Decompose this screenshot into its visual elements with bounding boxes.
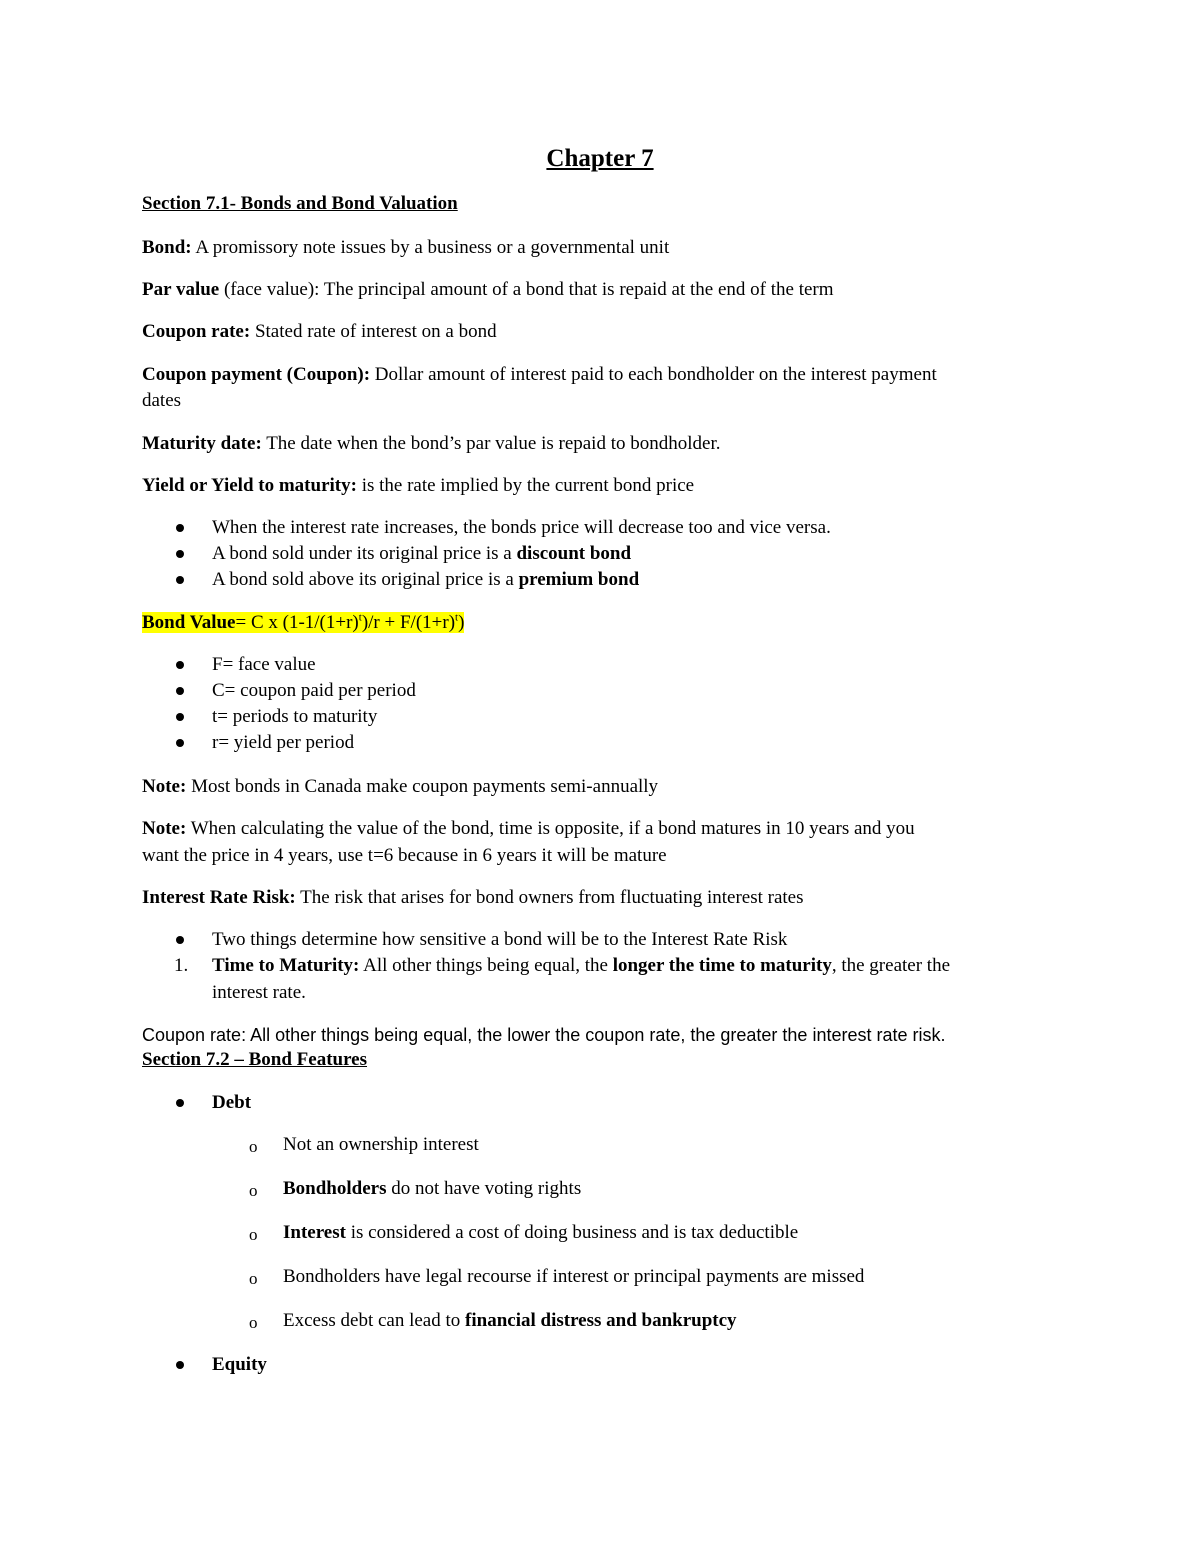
debt-item-2: [283, 1176, 581, 1202]
bullet-marker: [176, 1099, 184, 1107]
formula-var-f: F= face value: [212, 654, 316, 675]
debt-item-4: Bondholders have legal recourse if interest or principal payments are missed: [283, 1266, 865, 1287]
financial-distress-term: financial distress and bankruptcy: [465, 1310, 737, 1331]
debt-item-3: [283, 1220, 798, 1246]
time-to-maturity-line2: interest rate.: [212, 982, 306, 1003]
note-2: [142, 816, 915, 842]
term-coupon-rate: Coupon rate:: [142, 321, 251, 342]
bondholders-term: Bondholders: [283, 1178, 387, 1199]
formula-exponent-1: t: [358, 611, 362, 624]
formula-label: Bond Value: [142, 612, 236, 633]
definition-maturity-date: [142, 431, 720, 457]
definition-yield-text: is the rate implied by the current bond price: [356, 475, 695, 496]
formula-var-r: r= yield per period: [212, 732, 355, 753]
bullet-marker: [176, 576, 184, 584]
discount-bond-term: discount bond: [516, 543, 632, 564]
note-2-text: When calculating the value of the bond, time is opposite, if a bond matures in 10 years and you: [186, 818, 915, 839]
note-2-term: Note:: [142, 818, 187, 839]
formula-part-2: )/r + F/(1+r): [361, 612, 456, 633]
interest-term: Interest: [283, 1222, 346, 1243]
definition-interest-rate-risk: [142, 885, 804, 911]
formula-part-3: ): [458, 612, 465, 633]
note-1: [142, 774, 658, 800]
term-yield: Yield or Yield to maturity:: [142, 475, 357, 496]
debt-item-5: [283, 1308, 737, 1334]
yield-bullet-2-text: A bond sold under its original price is a: [212, 543, 517, 564]
definition-maturity-date-text: The date when the bond’s par value is repaid to bondholder.: [261, 433, 721, 454]
debt-label-text: Debt: [212, 1092, 252, 1113]
equity-label: [212, 1352, 267, 1378]
formula-var-t: t= periods to maturity: [212, 706, 378, 727]
formula-var-c: C= coupon paid per period: [212, 680, 416, 701]
list-number: 1.: [174, 955, 189, 976]
yield-bullet-2: [212, 541, 631, 567]
risk-bullet: Two things determine how sensitive a bond will be to the Interest Rate Risk: [212, 929, 788, 950]
debt-item-1: Not an ownership interest: [283, 1134, 479, 1155]
yield-bullet-3: [212, 567, 639, 593]
note-1-term: Note:: [142, 776, 187, 797]
page-title: Chapter 7: [546, 145, 654, 172]
time-to-maturity-text: All other things being equal, the: [359, 955, 613, 976]
bullet-marker: [176, 739, 184, 747]
sub-bullet-marker: o: [249, 1137, 258, 1156]
yield-bullet-1: When the interest rate increases, the bonds price will decrease too and vice versa.: [212, 517, 831, 538]
definition-coupon-payment: [142, 362, 937, 388]
term-par-value: Par value: [142, 279, 220, 300]
formula-part-1: = C x (1-1/(1+r): [235, 612, 359, 633]
coupon-rate-risk: Coupon rate: All other things being equal, the lower the coupon rate, the greater the interest rate risk.: [142, 1025, 946, 1045]
term-bond: Bond:: [142, 237, 192, 258]
note-1-text: Most bonds in Canada make coupon payments semi-annually: [186, 776, 659, 797]
debt-item-5-text: Excess debt can lead to: [283, 1310, 466, 1331]
section-7-2-heading: Section 7.2 – Bond Features: [142, 1049, 368, 1070]
definition-coupon-payment-line2: dates: [142, 390, 182, 411]
definition-coupon-rate-text: Stated rate of interest on a bond: [250, 321, 497, 342]
bullet-marker: [176, 713, 184, 721]
interest-rate-risk-text: The risk that arises for bond owners from fluctuating interest rates: [295, 887, 804, 908]
term-time-to-maturity: Time to Maturity:: [212, 955, 360, 976]
term-interest-rate-risk: Interest Rate Risk:: [142, 887, 296, 908]
definition-coupon-rate: [142, 319, 497, 345]
longer-time-to-maturity: longer the time to maturity: [612, 955, 832, 976]
definition-bond-text: A promissory note issues by a business or a governmental unit: [191, 237, 670, 258]
bullet-marker: [176, 524, 184, 532]
formula-exponent-2: t: [455, 611, 459, 624]
bond-value-formula: [142, 610, 464, 636]
definition-coupon-payment-text: Dollar amount of interest paid to each bondholder on the interest payment: [370, 364, 937, 385]
note-2-line2: want the price in 4 years, use t=6 because in 6 years it will be mature: [142, 845, 667, 866]
yield-bullet-3-text: A bond sold above its original price is a: [212, 569, 519, 590]
debt-label: [212, 1090, 251, 1116]
premium-bond-term: premium bond: [518, 569, 640, 590]
sub-bullet-marker: o: [249, 1269, 258, 1288]
bullet-marker: [176, 1361, 184, 1369]
definition-par-value: [142, 277, 834, 303]
bullet-marker: [176, 687, 184, 695]
term-maturity-date: Maturity date:: [142, 433, 262, 454]
definition-par-value-text: (face value): The principal amount of a bond that is repaid at the end of the term: [219, 279, 834, 300]
sub-bullet-marker: o: [249, 1181, 258, 1200]
sub-bullet-marker: o: [249, 1313, 258, 1332]
debt-item-2-text: do not have voting rights: [386, 1178, 582, 1199]
sub-bullet-marker: o: [249, 1225, 258, 1244]
debt-item-3-text: is considered a cost of doing business and is tax deductible: [345, 1222, 799, 1243]
term-coupon-payment: Coupon payment (Coupon):: [142, 364, 371, 385]
section-7-1-heading: Section 7.1- Bonds and Bond Valuation: [142, 193, 458, 214]
bullet-marker: [176, 550, 184, 558]
definition-yield: [142, 473, 694, 499]
time-to-maturity-item: [212, 953, 950, 979]
bullet-marker: [176, 936, 184, 944]
equity-label-text: Equity: [212, 1354, 267, 1375]
definition-bond: [142, 235, 669, 261]
time-to-maturity-text-end: , the greater the: [831, 955, 950, 976]
bullet-marker: [176, 661, 184, 669]
